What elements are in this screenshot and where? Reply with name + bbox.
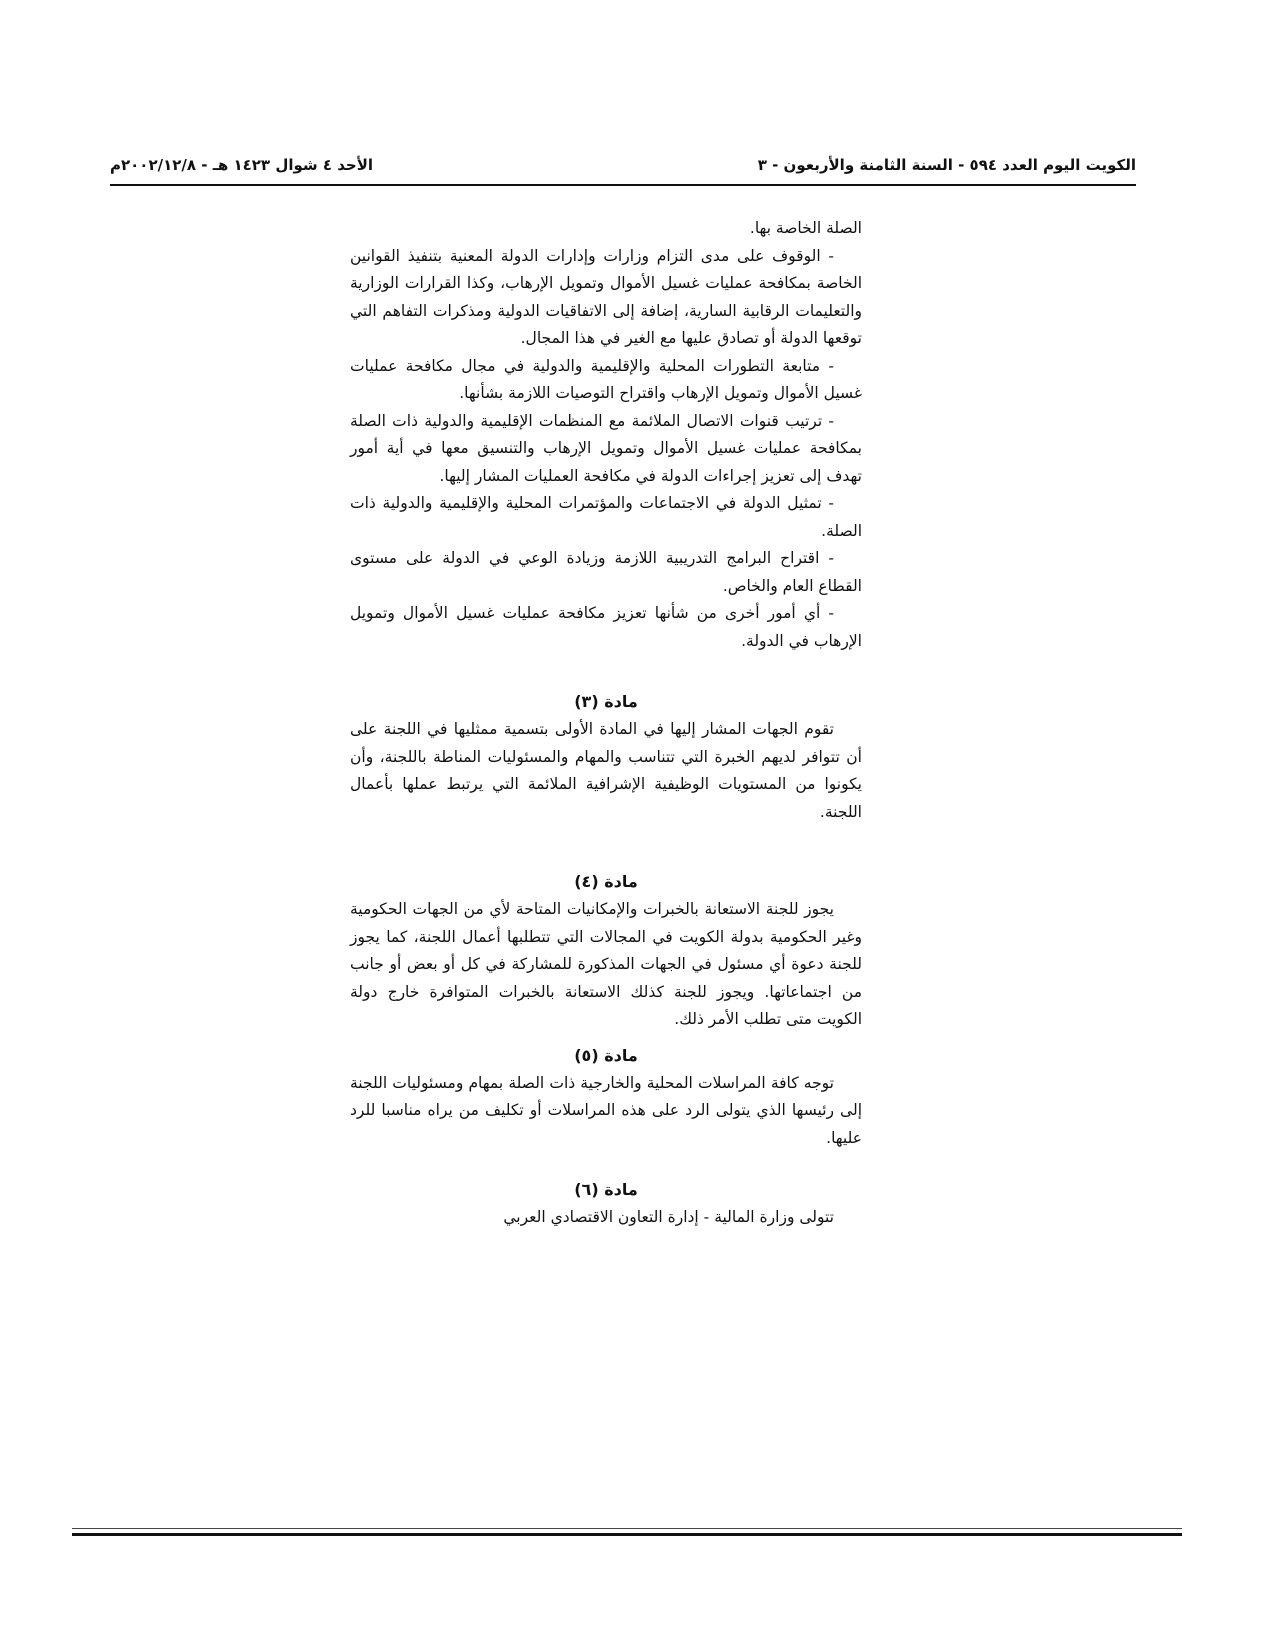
header-date: الأحد ٤ شوال ١٤٢٣ هـ - ٢٠٠٢/١٢/٨م <box>110 156 374 174</box>
intro-tail: الصلة الخاصة بها. <box>749 219 862 237</box>
article-4-text: يجوز للجنة الاستعانة بالخبرات والإمكانيات المتاحة لأي من الجهات الحكومية وغير الحكومية بدولة الكويت في المجالات التي تتطلبها أعمال اللجنة، كما يجوز للجنة دعوة أي مسئول في الجهات المذكورة للمشاركة في كل أو بعض أو جانب من اجتماعاتها. ويجوز للجنة كذلك الاستعانة بالخبرات المتوافرة خارج دولة الكويت متى تطلب الأمر ذلك. <box>350 900 862 1028</box>
article-6-title: مادة (٦) <box>574 1180 638 1199</box>
page-header <box>110 152 1136 186</box>
bullet-item: - الوقوف على مدى التزام وزارات وإدارات الدولة المعنية بتنفيذ القوانين الخاصة بمكافحة عمليات غسيل الأموال وتمويل الإرهاب، وكذا القرارات الوزارية والتعليمات الرقابية السارية، إضافة إلى الاتفاقيات الدولية ومذكرات التفاهم التي توقعها الدولة أو تصادق عليها مع الغير في هذا المجال. <box>350 246 862 347</box>
article-5-text: توجه كافة المراسلات المحلية والخارجية ذات الصلة بمهام ومسئوليات اللجنة إلى رئيسها الذي يتولى الرد على هذه المراسلات أو تكليف من يراه مناسبا للرد عليها. <box>350 1073 862 1147</box>
article-5-title: مادة (٥) <box>574 1045 638 1065</box>
article-4-title: مادة (٤) <box>574 872 638 891</box>
footer-divider <box>72 1533 1182 1536</box>
bullet-item: - اقتراح البرامج التدريبية اللازمة وزيادة الوعي في الدولة على مستوى القطاع العام والخاص. <box>350 549 862 595</box>
footer-divider-thin <box>72 1528 1182 1529</box>
bullet-item: - ترتيب قنوات الاتصال الملائمة مع المنظمات الإقليمية والدولية ذات الصلة بمكافحة عمليات غسيل الأموال وتمويل الإرهاب والتنسيق معها في أية أمور تهدف إلى تعزيز إجراءات الدولة في مكافحة العمليات المشار إليها. <box>350 411 862 485</box>
header-issue-info: الكويت اليوم العدد ٥٩٤ - السنة الثامنة والأربعون - ٣ <box>757 156 1136 174</box>
bullet-item: - تمثيل الدولة في الاجتماعات والمؤتمرات المحلية والإقليمية والدولية ذات الصلة. <box>350 494 862 540</box>
header-divider <box>110 184 1136 186</box>
bullet-item: - متابعة التطورات المحلية والإقليمية والدولية في مجال مكافحة عمليات غسيل الأموال وتمويل الإرهاب واقتراح التوصيات اللازمة بشأنها. <box>350 356 862 402</box>
article-6-text: تتولى وزارة المالية - إدارة التعاون الاقتصادي العربي <box>503 1208 834 1226</box>
article-3-title: مادة (٣) <box>574 692 638 711</box>
article-3-text: تقوم الجهات المشار إليها في المادة الأولى بتسمية ممثليها في اللجنة على أن تتوافر لديهم الخبرة التي تتناسب والمهام والمسئوليات المناطة باللجنة، وأن يكونوا من المستويات الوظيفية الإشرافية الملائمة التي يرتبط عملها بأعمال اللجنة. <box>350 720 862 821</box>
text-column <box>350 215 862 1232</box>
bullet-item: - أي أمور أخرى من شأنها تعزيز مكافحة عمليات غسيل الأموال وتمويل الإرهاب في الدولة. <box>350 604 862 650</box>
